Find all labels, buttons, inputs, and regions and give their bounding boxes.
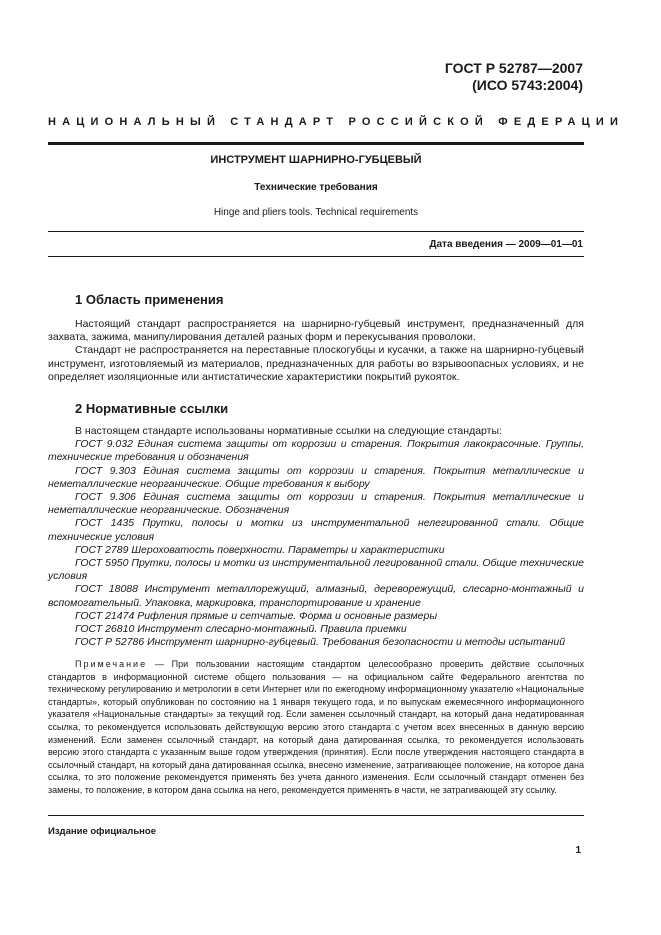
section-1-body [48,318,584,384]
header-rule [48,142,584,145]
footer-rule [48,815,584,816]
gost-code: ГОСТ Р 52787—2007 [444,60,583,76]
reference-item: ГОСТ Р 52786 Инструмент шарнирно-губцевый. Требования безопасности и методы испытаний [75,636,566,649]
date-rule-bottom [48,256,584,257]
section-2-body [48,425,584,649]
references-intro: В настоящем стандарте использованы нормативные ссылки на следующие стандарты: [75,425,502,437]
reference-item: ГОСТ 18088 Инструмент металлорежущий, алмазный, дереворежущий, слесарно-монтажный и вспомогательный. Упаковка, маркировка, транспортирование и хранение [48,583,584,609]
document-code-block [445,60,583,94]
reference-item: ГОСТ 1435 Прутки, полосы и мотки из инструментальной нелегированной стали. Общие технические условия [48,517,584,543]
section-2-heading: 2 Нормативные ссылки [75,401,229,416]
note-block [48,658,584,797]
note-text: — При пользовании настоящим стандартом целесообразно проверить действие ссылочных стандартов в информационной системе общего пользования — на официальном сайте Федерального агентства по техническому регулированию и метрологии в сети Интернет или по ежегодному информационному указателю «Национальные стандарты», который опубликован по состоянию на 1 января текущего года, и по выпускам ежемесячного информационного указателя «Национальные стандарты» за текущий год. Если заменен ссылочный стандарт, на который дана недатированная ссылка, то рекомендуется использовать действующую версию этого стандарта с учетом всех внесенных в данную версию изменений. Если заменен ссылочный стандарт, на который дана датированная ссылка, то рекомендуется использовать версию этого стандарта с указанным выше годом утверждения (принятия). Если после утверждения настоящего стандарта в ссылочный стандарт, на который дана датированная ссылка, внесено изменение, затрагивающее положение, на которое дана ссылка, то это положение рекомендуется применять без учета данного изменения. Если ссылочный стандарт отменен без замены, то положение, в котором дана ссылка на него, рекомендуется применять в части, не затрагивающей эту ссылку. [48,659,584,795]
document-title: ИНСТРУМЕНТ ШАРНИРНО-ГУБЦЕВЫЙ [210,154,422,166]
paragraph: Стандарт не распространяется на переставные плоскогубцы и кусачки, а также на шарнирно-губцевый инструмент, изготовляемый из материалов, предназначенных для работы во взрывоопасных условиях, и не определяет изоляционные или антистатические характеристики покрытий рукояток. [48,344,584,383]
reference-item: ГОСТ 9.306 Единая система защиты от коррозии и старения. Покрытия металлические и неметаллические неорганические. Обозначения [48,491,584,517]
reference-item: ГОСТ 2789 Шероховатость поверхности. Параметры и характеристики [75,543,445,556]
reference-item: ГОСТ 5950 Прутки, полосы и мотки из инструментальной легированной стали. Общие технические условия [48,557,584,583]
effective-date: Дата введения — 2009—01—01 [429,239,583,250]
reference-item: ГОСТ 9.303 Единая система защиты от коррозии и старения. Покрытия металлические и неметаллические неорганические. Общие требования к выбору [48,464,584,490]
note-paragraph [48,658,584,797]
reference-item: ГОСТ 9.032 Единая система защиты от коррозии и старения. Покрытия лакокрасочные. Группы, технические требования и обозначения [48,438,584,464]
document-title-english: Hinge and pliers tools. Technical requirements [213,207,419,218]
iso-code: (ИСО 5743:2004) [472,77,583,93]
paragraph: Настоящий стандарт распространяется на шарнирно-губцевый инструмент, предназначенный для захвата, зажима, манипулирования деталей разных форм и перекусывания проволоки. [48,318,584,344]
note-label: Примечание [75,659,148,669]
date-rule-top [48,231,584,232]
section-1-heading: 1 Область применения [75,292,224,307]
reference-item: ГОСТ 26810 Инструмент слесарно-монтажный. Правила приемки [75,623,407,636]
page-number: 1 [575,845,581,856]
official-edition-label: Издание официальное [48,826,156,837]
document-subtitle: Технические требования [254,182,378,193]
national-standard-banner: НАЦИОНАЛЬНЫЙ СТАНДАРТ РОССИЙСКОЙ ФЕДЕРАЦИИ [48,116,625,128]
reference-item: ГОСТ 21474 Рифления прямые и сетчатые. Форма и основные размеры [75,609,438,622]
